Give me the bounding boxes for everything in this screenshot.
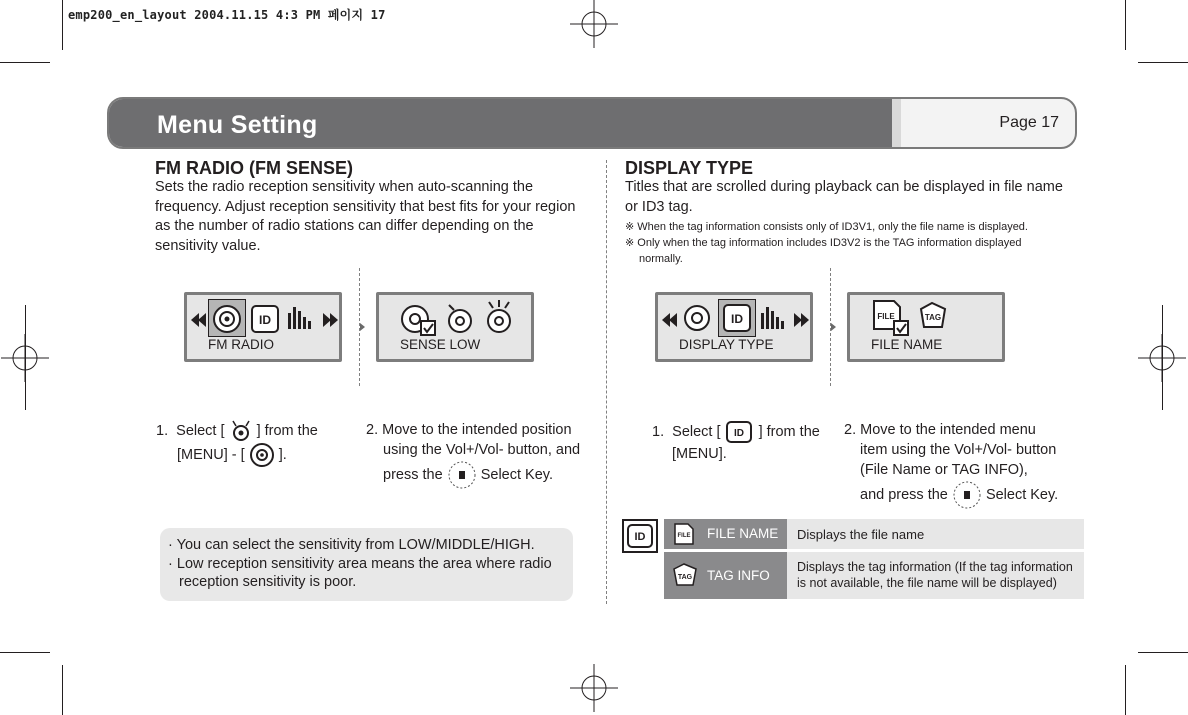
file-name-icon (870, 299, 910, 337)
row-key-cell (664, 552, 787, 599)
fm-step-1: 1. Select [ ] from the [MENU] - [ ]. (156, 420, 366, 468)
display-type-title: DISPLAY TYPE (625, 158, 754, 178)
crop-mark (0, 62, 50, 63)
svg-text:TAG: TAG (677, 574, 693, 581)
next-arrow-icon (360, 323, 365, 331)
crop-mark (62, 665, 63, 715)
fm-sense-description: Sets the radio reception sensitivity when auto-scanning the frequency. Adjust reception sensitivity that best fits for your region as the number of radio stations can differ depending on the sensitivity value. (155, 179, 576, 254)
display-step-2: 2. Move to the intended menu item using the Vol+/Vol- button (File Name or TAG INFO), and press the Select Key. (844, 420, 1080, 510)
display-type-row-file-name (664, 519, 1084, 549)
display-type-notes: ※ When the tag information consists only of ID3V1, only the file name is displayed. ※ Only when the tag information includes ID3V2 is the TAG information displayed normally. (625, 221, 1028, 265)
fm-radio-icon (208, 299, 246, 337)
lcd-label: FM RADIO (208, 337, 274, 352)
crop-mark (1125, 0, 1126, 50)
fm-radio-menu-icon (249, 442, 275, 468)
crop-mark (1162, 305, 1163, 410)
id3-icon (249, 303, 281, 335)
registration-mark-bottom (570, 664, 618, 712)
svg-text:ID: ID (731, 312, 743, 326)
crop-mark (25, 305, 26, 410)
lcd-label: FILE NAME (871, 337, 943, 352)
id3-icon (718, 299, 756, 337)
page-title: Menu Setting (157, 111, 318, 139)
scroll-left-icon (662, 313, 678, 327)
page-header (107, 97, 1077, 149)
registration-mark-top (570, 0, 618, 48)
fm-sense-title: FM RADIO (FM SENSE) (155, 158, 353, 178)
sense-middle-icon (445, 301, 475, 335)
lcd-screen-sense-low (376, 292, 534, 362)
svg-text:ID: ID (733, 428, 744, 439)
tag-info-icon (672, 562, 698, 588)
crop-mark (1138, 652, 1188, 653)
svg-text:FILE: FILE (877, 312, 895, 321)
fm-sense-icon (229, 420, 253, 442)
row-value: Displays the tag information (If the tag information is not available, the file name will be displayed) (797, 560, 1073, 590)
header-divider (892, 99, 901, 147)
svg-text:FILE: FILE (677, 533, 691, 539)
lcd-label: SENSE LOW (400, 337, 481, 352)
id3-table-icon (622, 519, 658, 553)
row-key-cell (664, 519, 787, 549)
fm-radio-icon (682, 303, 712, 333)
display-type-description: Titles that are scrolled during playback can be displayed in file name or ID3 tag. (625, 179, 1063, 215)
print-slug: emp200_en_layout 2004.11.15 4:3 PM 페이지 17 (68, 8, 386, 22)
tip-item-continued: reception sensitivity is poor. (179, 574, 357, 590)
svg-text:ID: ID (634, 531, 646, 543)
scroll-right-icon (322, 313, 338, 327)
select-key-icon (447, 460, 477, 490)
column-divider (606, 160, 607, 604)
equalizer-icon (760, 305, 788, 331)
crop-mark (1125, 665, 1126, 715)
sense-low-icon (399, 301, 437, 337)
file-name-icon (672, 523, 696, 545)
page-number: Page 17 (999, 114, 1059, 131)
lcd-label: DISPLAY TYPE (679, 337, 774, 352)
svg-text:ID: ID (259, 313, 271, 327)
fm-step-2: 2. Move to the intended position using the Vol+/Vol- button, and press the Select Key. (366, 420, 598, 490)
display-step-1: 1. Select [ ID ] from the [MENU]. (652, 420, 842, 464)
scroll-left-icon (191, 313, 207, 327)
row-key-label: FILE NAME (707, 526, 779, 541)
scroll-right-icon (793, 313, 809, 327)
select-key-icon (952, 480, 982, 510)
crop-mark (62, 0, 63, 50)
lcd-screen-display-type (655, 292, 813, 362)
crop-mark (0, 652, 50, 653)
tip-item: · Low reception sensitivity area means the area where radio (168, 556, 552, 572)
tip-item: · You can select the sensitivity from LOW/MIDDLE/HIGH. (168, 537, 535, 553)
lcd-screen-file-name (847, 292, 1005, 362)
id3-menu-icon (725, 420, 755, 444)
svg-text:TAG: TAG (924, 313, 942, 322)
tag-info-icon (918, 301, 948, 331)
lcd-screen-fm-radio (184, 292, 342, 362)
row-value: Displays the file name (797, 527, 925, 542)
crop-mark (1138, 62, 1188, 63)
fm-sense-tips (160, 528, 573, 601)
display-type-row-tag-info (664, 552, 1084, 599)
row-key-label: TAG INFO (707, 568, 770, 583)
equalizer-icon (287, 305, 315, 331)
sense-high-icon (483, 299, 515, 335)
next-arrow-icon (831, 323, 836, 331)
